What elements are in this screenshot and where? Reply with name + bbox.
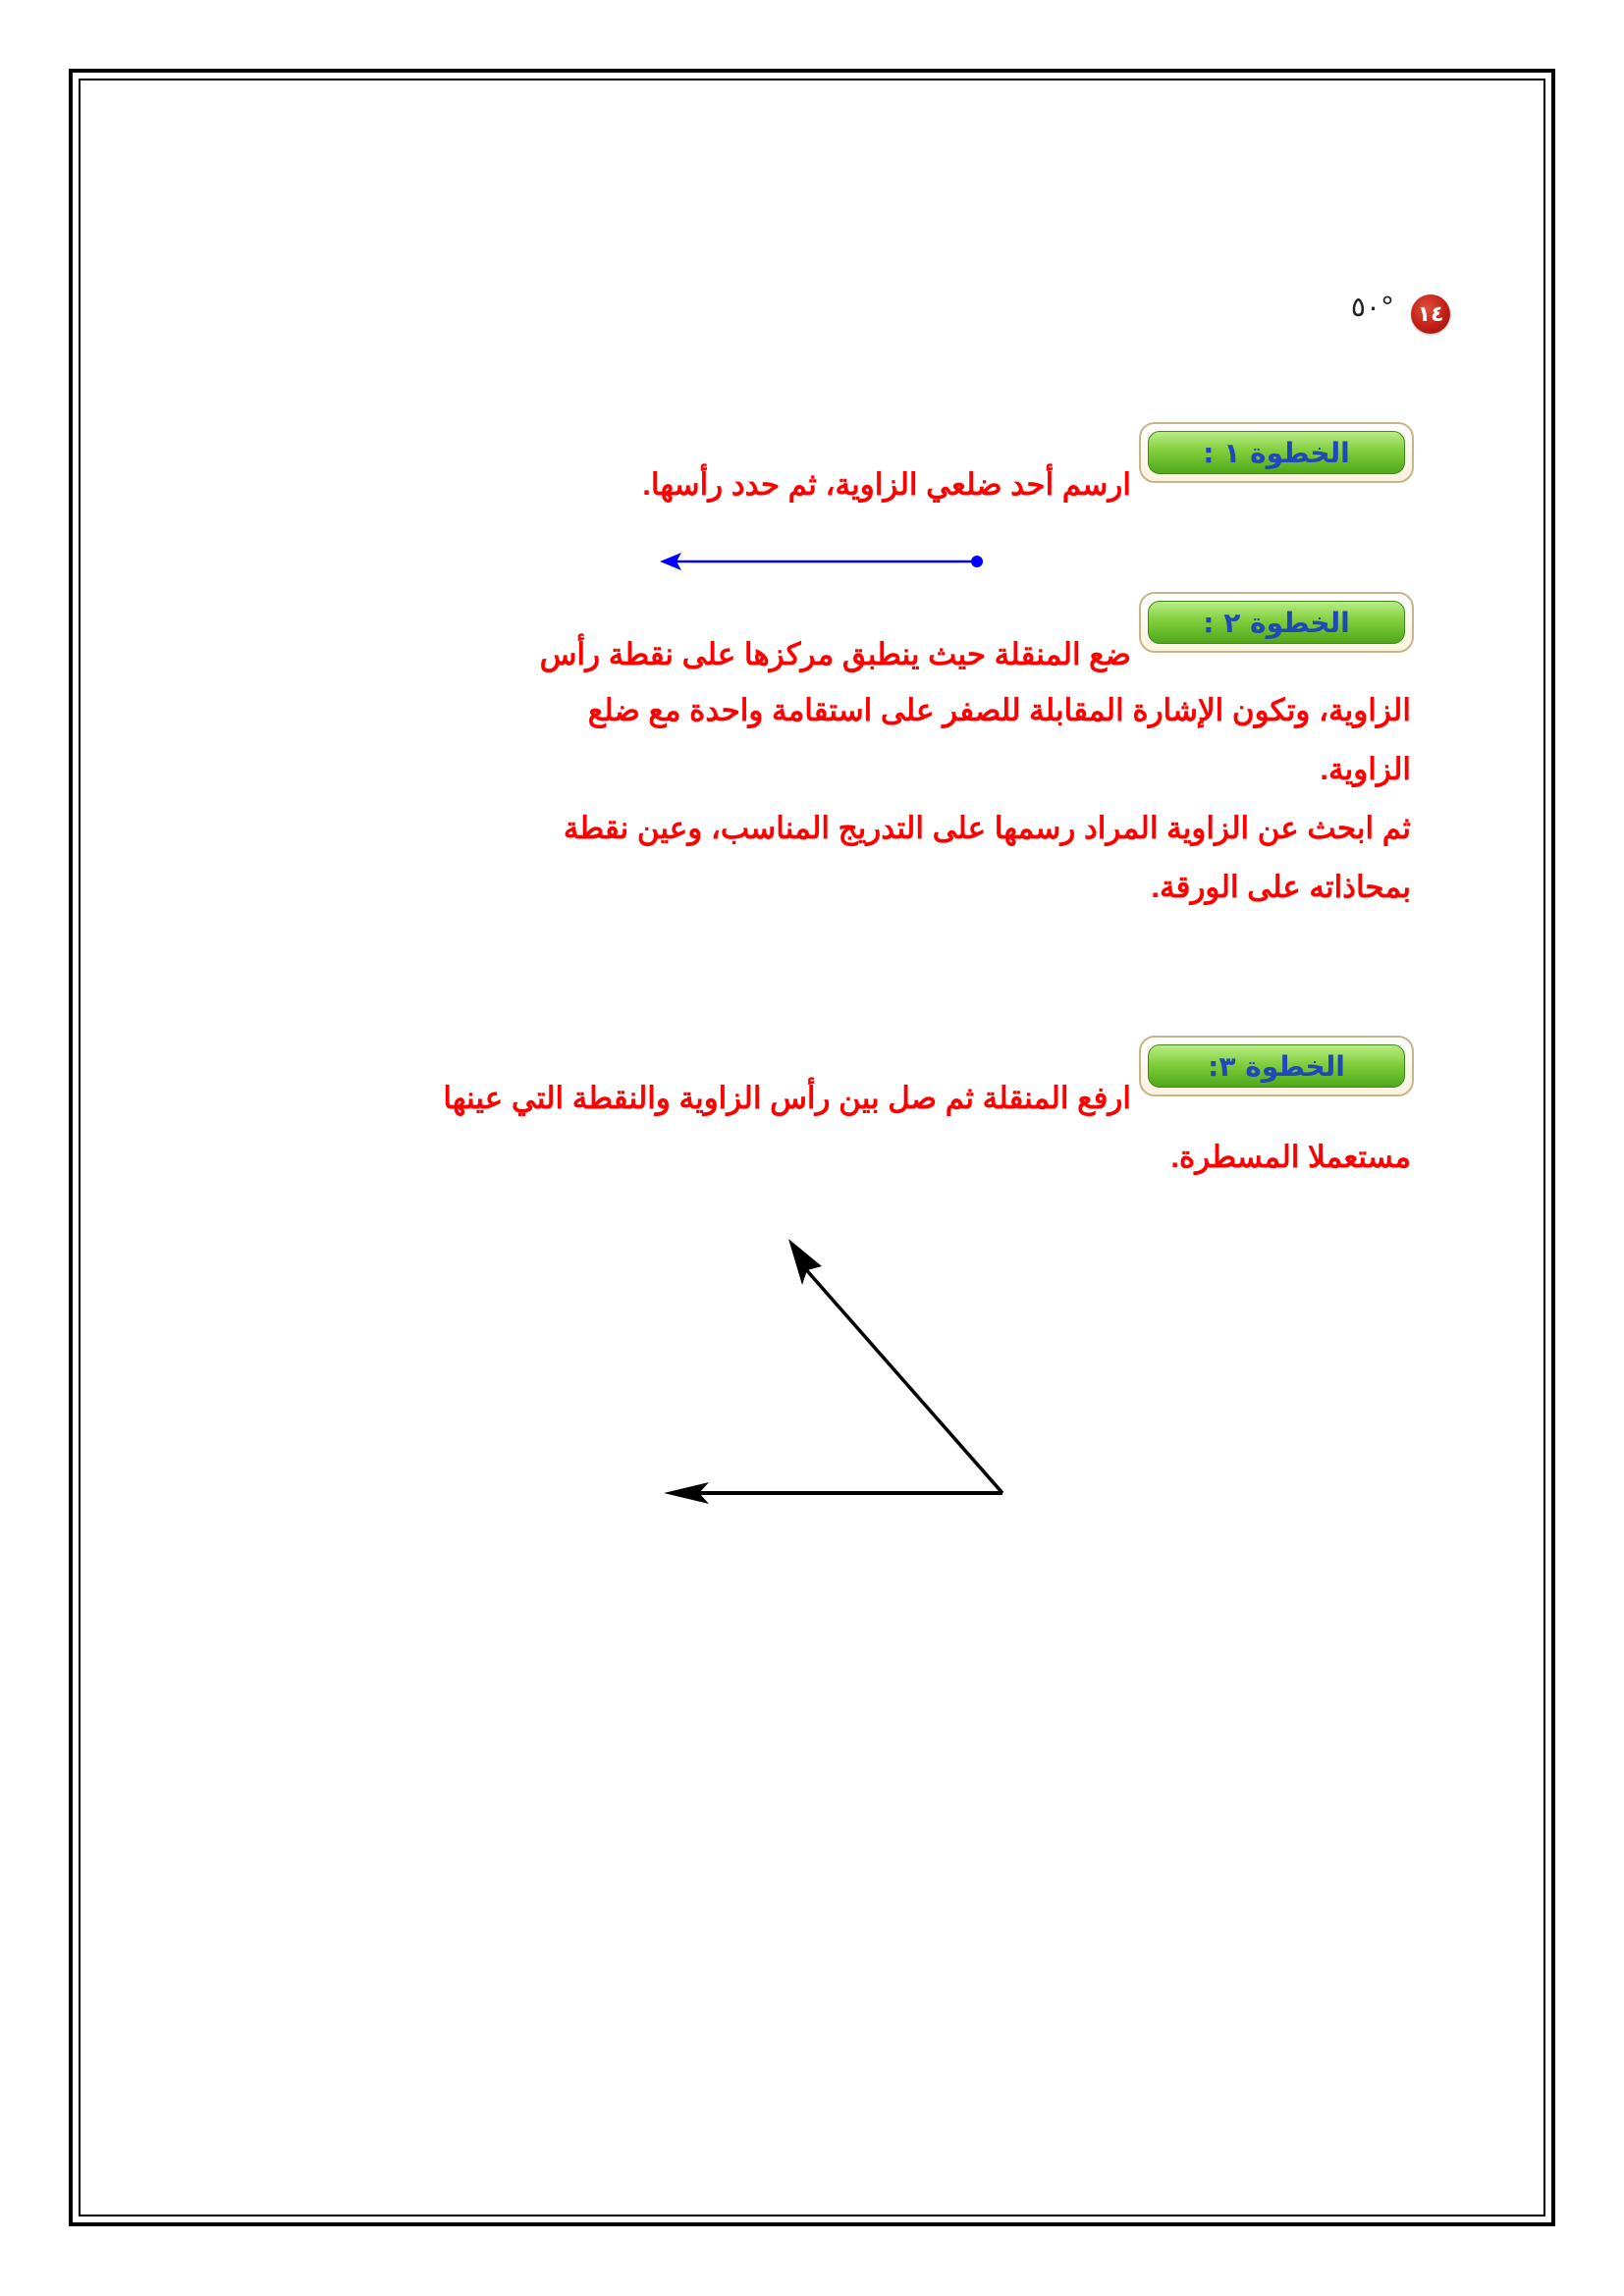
step-3-badge xyxy=(1139,1036,1414,1096)
step-2-label: الخطوة ٢ : xyxy=(1148,601,1405,644)
step-2-text-body xyxy=(564,687,1411,911)
step-1-text xyxy=(642,461,1131,508)
step-3-label: الخطوة ٣: xyxy=(1148,1044,1405,1088)
step-2-text-intro xyxy=(540,631,1131,678)
step-2-line-3: الزاوية. xyxy=(1320,752,1411,786)
step-2-line-1: ضع المنقلة حيث ينطبق مركزها على نقطة رأس xyxy=(539,637,1131,671)
step-3-text-intro xyxy=(443,1075,1131,1122)
step-2-line-4: ثم ابحث عن الزاوية المراد رسمها على التدريج المناسب، وعين نقطة xyxy=(563,811,1411,845)
step-3-text-body xyxy=(1170,1134,1411,1181)
step-2-badge xyxy=(1139,592,1414,653)
step-2-line-5: بمحاذاته على الورقة. xyxy=(1151,870,1411,904)
angle-measure: °٥٠ xyxy=(1350,291,1394,323)
step-3-line-1: ارفع المنقلة ثم صل بين رأس الزاوية والنقطة التي عينها xyxy=(443,1081,1131,1115)
step-1-badge xyxy=(1139,422,1414,483)
step-2-line-2: الزاوية، وتكون الإشارة المقابلة للصفر على استقامة واحدة مع ضلع xyxy=(587,693,1411,727)
step-1-label: الخطوة ١ : xyxy=(1148,431,1405,474)
step-1-line-1: ارسم أحد ضلعي الزاوية، ثم حدد رأسها. xyxy=(642,467,1131,502)
step-3-line-2: مستعملا المسطرة. xyxy=(1170,1140,1411,1174)
problem-number-badge: ١٤ xyxy=(1411,294,1450,334)
